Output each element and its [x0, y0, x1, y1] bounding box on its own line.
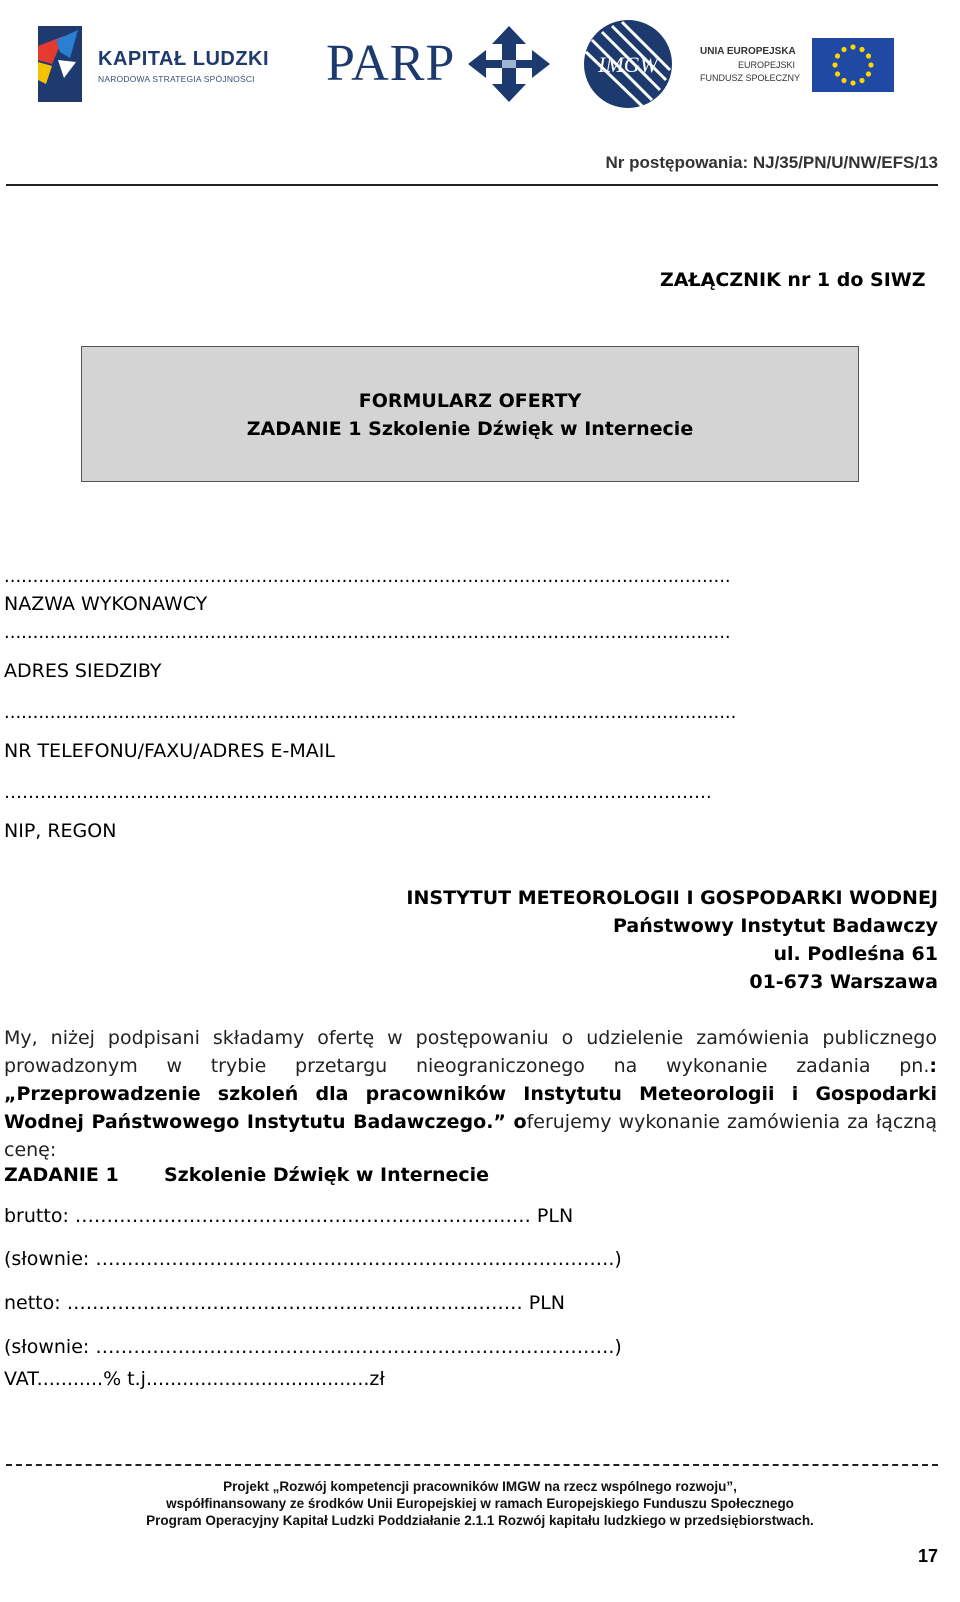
ue-logo-line2: EUROPEJSKI	[738, 60, 796, 70]
vat-line: VAT...........% t.j.....................................zł	[4, 1368, 385, 1390]
offer-paragraph	[4, 1024, 937, 1164]
form-header-box	[81, 346, 859, 482]
gross-price-words-line: (słownie: ……………………………………………………………………….)	[4, 1248, 622, 1270]
task-name: Szkolenie Dźwięk w Internecie	[164, 1164, 490, 1186]
footer-line-3: Program Operacyjny Kapitał Ludzki Poddziałanie 2.1.1 Rozwój kapitału ludzkiego w przedsiębiorstwach.	[146, 1513, 814, 1528]
contractor-name-dots: ...............................................................................................................................	[4, 566, 731, 587]
case-number: Nr postępowania: NJ/35/PN/U/NW/EFS/13	[605, 153, 938, 172]
imgw-logo-icon	[582, 18, 674, 110]
recipient-line-1: INSTYTUT METEOROLOGII I GOSPODARKI WODNEJ	[406, 887, 938, 909]
footer-line-1: Projekt „Rozwój kompetencji pracowników IMGW na rzecz wspólnego rozwoju”,	[223, 1479, 737, 1494]
kapital-ludzki-title: KAPITAŁ LUDZKI	[98, 48, 270, 70]
annex-title: ZAŁĄCZNIK nr 1 do SIWZ	[660, 269, 926, 291]
form-title: FORMULARZ OFERTY	[358, 390, 582, 412]
parp-arrows-icon	[466, 24, 552, 104]
parp-logo-text: PARP	[326, 35, 456, 92]
page-number: 17	[917, 1546, 938, 1566]
contractor-address-dots: ...............................................................................................................................	[4, 622, 731, 643]
contractor-nip-label: NIP, REGON	[4, 820, 117, 842]
logo-kapital-ludzki	[30, 22, 290, 106]
eu-flag-icon	[812, 38, 894, 92]
kapital-ludzki-emblem-icon	[30, 22, 86, 106]
footer-divider	[6, 1464, 938, 1466]
contractor-contact-dots: ................................................................................................................................	[4, 702, 737, 723]
net-price-line: netto: ……………………………………………………………… PLN	[4, 1292, 565, 1314]
gross-price-line: brutto: ……………………………………………………………… PLN	[4, 1205, 574, 1227]
offer-paragraph-bold: : „Przeprowadzenie szkoleń dla pracowników Instytutu Meteorologii i Gospodarki Wodnej Państwowego Instytutu Badawczego.” o	[4, 1055, 937, 1133]
recipient-line-4: 01-673 Warszawa	[749, 971, 938, 993]
task-label: ZADANIE 1	[4, 1164, 119, 1186]
contractor-address-label: ADRES SIEDZIBY	[4, 660, 162, 682]
contractor-contact-label: NR TELEFONU/FAXU/ADRES E-MAIL	[4, 740, 335, 762]
kapital-ludzki-subtitle: NARODOWA STRATEGIA SPÓJNOŚCI	[98, 74, 255, 84]
net-price-words-line: (słownie: ……………………………………………………………………….)	[4, 1336, 622, 1358]
recipient-line-3: ul. Podleśna 61	[773, 943, 938, 965]
offer-paragraph-intro: My, niżej podpisani składamy ofertę w postępowaniu o udzielenie zamówienia publicznego prowadzonym w trybie przetargu nieograniczonego na wykonanie zadania pn.	[4, 1027, 937, 1077]
imgw-logo-text: IMGW	[598, 52, 658, 77]
recipient-line-2: Państwowy Instytut Badawczy	[613, 915, 938, 937]
header-divider	[6, 184, 938, 186]
footer-line-2: współfinansowany ze środków Unii Europejskiej w ramach Europejskiego Funduszu Społecznego	[166, 1496, 794, 1511]
ue-logo-line1: UNIA EUROPEJSKA	[700, 46, 796, 57]
ue-logo-line3: FUNDUSZ SPOŁECZNY	[700, 73, 801, 83]
contractor-nip-dots: ……………………………………………………………………………………………………….	[4, 782, 712, 803]
contractor-name-label: NAZWA WYKONAWCY	[4, 593, 208, 615]
offer-paragraph-outro: ferujemy wykonanie zamówienia za łączną cenę:	[4, 1111, 937, 1161]
form-subtitle: ZADANIE 1 Szkolenie Dźwięk w Internecie	[246, 418, 694, 440]
